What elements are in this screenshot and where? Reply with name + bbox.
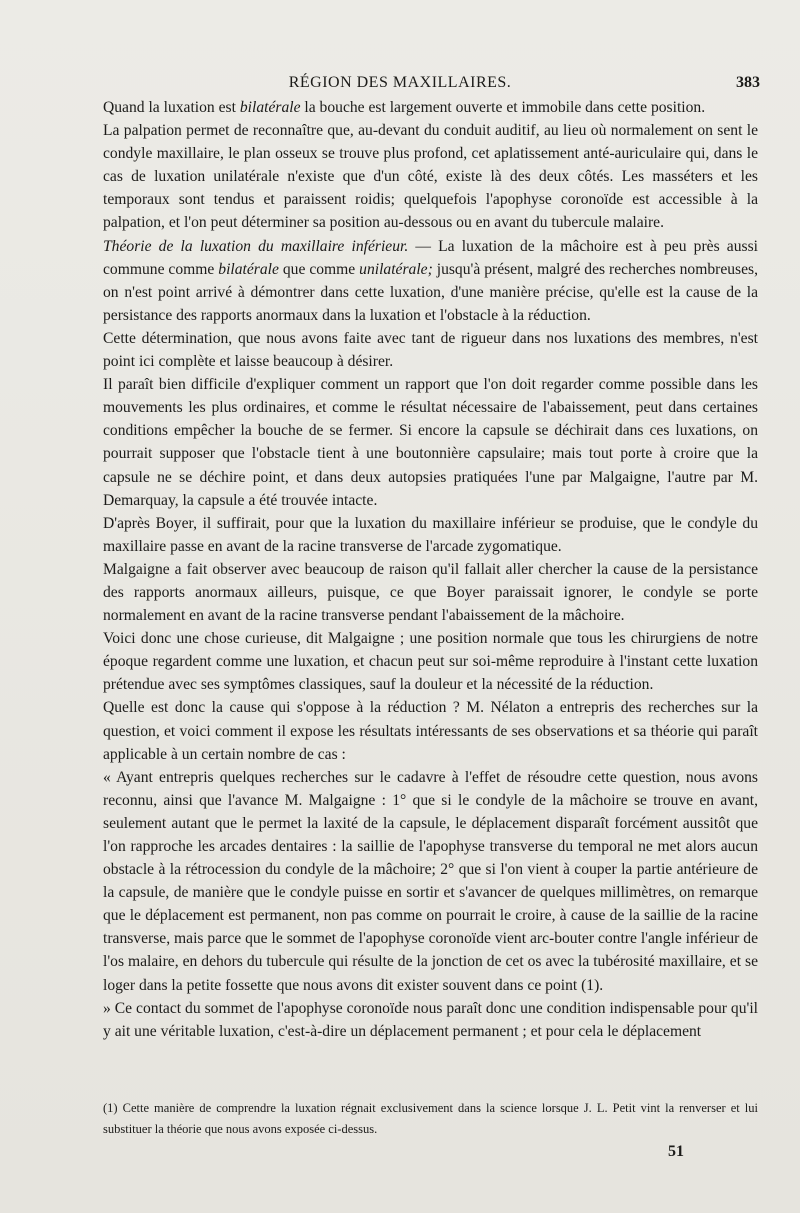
paragraph: Il paraît bien difficile d'expliquer comment un rapport que l'on doit regarder comme possible dans les mouvements les plus ordinaires, et comme le résultat nécessaire de l'abaissement, peut dans certaines conditions empêcher la bouche de se fermer. Si encore la capsule se déchirait dans ces luxations, on pourrait supposer que l'obstacle tient à une boutonnière capsulaire; mais tout porte à croire que la capsule ne se déchire point, et dans deux autopsies pratiquées l'une par Malgaigne, l'autre par M. Demarquay, la capsule a été trouvée intacte. bbox=[103, 376, 758, 509]
paragraph: La palpation permet de reconnaître que, au-devant du conduit auditif, au lieu où normalement on sent le condyle maxillaire, le plan osseux se trouve plus profond, cet aplatissement anté-auriculaire qui, dans le cas de luxation unilatérale n'existe que d'un côté, existe là des deux côtés. Les masséters et les temporaux sont tendus et paraissent roidis; quelquefois l'apophyse coronoïde est accessible à la palpation, et l'on peut déterminer sa position au-dessous ou en avant du tubercule malaire. bbox=[103, 122, 758, 232]
paragraph: Théorie de la luxation du maxillaire inférieur. — La luxation de la mâchoire est à peu près aussi commune comme bilatérale que comme unilatérale; jusqu'à présent, malgré des recherches nombreuses, on n'est point arrivé à démontrer dans cette luxation, d'une manière précise, qu'elle est la cause de la persistance des rapports anormaux dans la luxation et l'obstacle à la réduction. bbox=[103, 237, 759, 324]
paragraph: Voici donc une chose curieuse, dit Malgaigne ; une position normale que tous les chirurgiens de notre époque regardent comme une luxation, et chacun peut sur soi-même reproduire à l'instant cette luxation prétendue avec ses symptômes classiques, sauf la douleur et la nécessité de la réduction. bbox=[103, 630, 758, 694]
printer-signature-mark: 51 bbox=[668, 1143, 684, 1160]
paragraph: » Ce contact du sommet de l'apophyse coronoïde nous paraît donc une condition indispensable pour qu'il y ait une véritable luxation, c'est-à-dire un déplacement permanent ; et pour cela le déplacement bbox=[103, 999, 758, 1040]
paragraph: Quelle est donc la cause qui s'oppose à la réduction ? M. Nélaton a entrepris des recherches sur la question, et voici comment il expose les résultats intéressants de ses observations et sa théorie qui paraît applicable à un certain nombre de cas : bbox=[103, 699, 758, 763]
paragraph: Malgaigne a fait observer avec beaucoup de raison qu'il fallait aller chercher la cause de la persistance des rapports anormaux ailleurs, puisque, ce que Boyer paraissait ignorer, le condyle se porte normalement en avant de la racine transverse pendant l'abaissement de la mâchoire. bbox=[103, 560, 758, 625]
page-number: 383 bbox=[736, 74, 760, 91]
paragraph: « Ayant entrepris quelques recherches sur le cadavre à l'effet de résoudre cette question, nous avons reconnu, ainsi que l'avance M. Malgaigne : 1° que si le condyle de la mâchoire se trouve en avant, seulement autant que le permet la laxité de la capsule, le déplacement disparaît forcément aussitôt que l'on rapproche les arcades dentaires : la saillie de l'apophyse transverse du temporal ne met alors aucun obstacle à la rétrocession du condyle de la mâchoire; 2° que si l'on vient à couper la partie antérieure de la capsule, de manière que le condyle puisse en sortir et s'avancer de quelques millimètres, on remarque que le déplacement est permanent, non pas comme on pourrait le croire, à cause de la saillie de la racine transverse, mais parce que le sommet de l'apophyse coronoïde vient arc-bouter contre l'angle inférieur de l'os malaire, en dehors du tubercule qui résulte de la jonction de cet os avec la tubérosité maxillaire, et se loger dans la petite fossette que nous avons dit exister souvent dans ce point (1). bbox=[103, 768, 758, 994]
paragraph: Quand la luxation est bilatérale la bouche est largement ouverte et immobile dans cette position. bbox=[103, 99, 706, 116]
body-text bbox=[103, 96, 758, 1043]
paragraph: Cette détermination, que nous avons faite avec tant de rigueur dans nos luxations des membres, n'est point ici complète et laisse beaucoup à désirer. bbox=[103, 329, 758, 371]
running-title: RÉGION DES MAXILLAIRES. bbox=[288, 74, 512, 91]
page-header bbox=[0, 70, 800, 94]
footnote: (1) Cette manière de comprendre la luxation régnait exclusivement dans la science lorsque J. L. Petit vint la renverser et lui substituer la théorie que nous avons exposée ci-dessus. bbox=[103, 1101, 758, 1136]
paragraph: D'après Boyer, il suffirait, pour que la luxation du maxillaire inférieur se produise, que le condyle du maxillaire passe en avant de la racine transverse de l'arcade zygomatique. bbox=[103, 514, 758, 555]
